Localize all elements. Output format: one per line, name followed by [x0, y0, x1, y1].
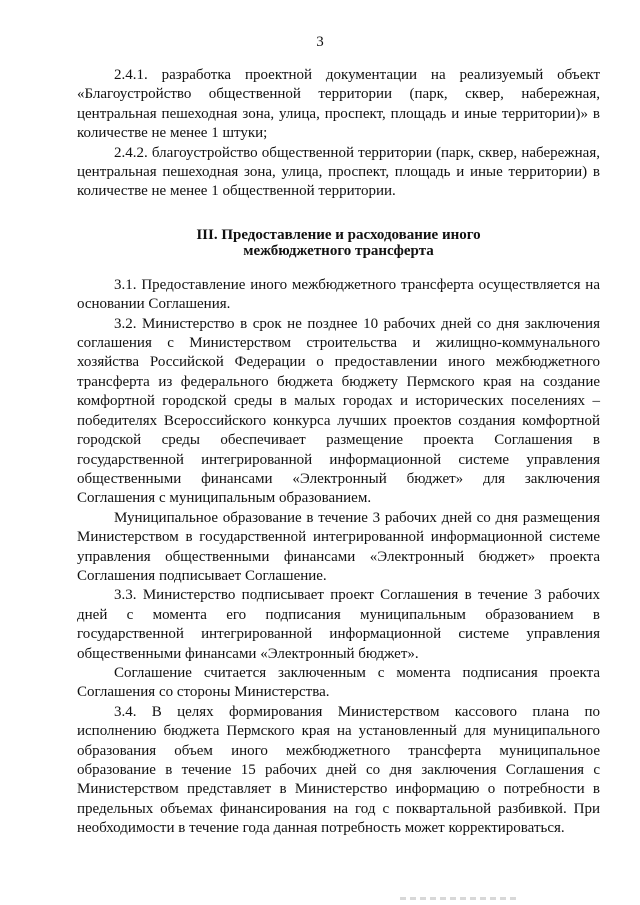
paragraph-agreement-concluded: Соглашение считается заключенным с момента подписания проекта Соглашения со стороны Министерства. [77, 664, 600, 701]
paragraph-2-4-1: 2.4.1. разработка проектной документации на реализуемый объект «Благоустройство общественной территории (парк, сквер, набережная, центральная пешеходная зона, улица, проспект, площадь и иные территории)» в количестве не менее 1 штуки; [77, 67, 600, 142]
scan-artifact-line [400, 897, 520, 900]
section-heading [77, 227, 600, 259]
document-body [77, 66, 600, 839]
page-number: 3 [316, 34, 324, 50]
paragraph-3-4: 3.4. В целях формирования Министерством кассового плана по исполнению бюджета Пермского края на установленный для муниципального образования объем иного межбюджетного трансферта муниципальное образование в течение 15 рабочих дней со дня заключения Соглашения с Министерством представляет в Министерство информацию о потребности в предельных объемах финансирования на год с поквартальной разбивкой. При необходимости в течение года данная потребность может корректироваться. [77, 703, 600, 837]
paragraph-3-2: 3.2. Министерство в срок не позднее 10 рабочих дней со дня заключения соглашения с Министерством строительства и жилищно-коммунального хозяйства Российской Федерации о предоставлении иного межбюджетного трансферта из федерального бюджета бюджету Пермского края на создание комфортной городской среды в малых городах и исторических поселениях – победителях Всероссийского конкурса лучших проектов создания комфортной городской среды обеспечивает размещение проекта Соглашения в государственной интегрированной информационной системе управления общественными финансами «Электронный бюджет» для заключения Соглашения с муниципальным образованием. [77, 315, 600, 507]
section-heading-line-2: межбюджетного трансферта [243, 242, 434, 259]
paragraph-municipal-signing: Муниципальное образование в течение 3 рабочих дней со дня размещения Министерством в государственной интегрированной информационной системе управления общественными финансами «Электронный бюджет» проекта Соглашения подписывает Соглашение. [77, 509, 600, 584]
paragraph-3-3: 3.3. Министерство подписывает проект Соглашения в течение 3 рабочих дней с момента его подписания муниципальным образованием в государственной интегрированной информационной системе управления общественными финансами «Электронный бюджет». [77, 587, 600, 662]
paragraph-2-4-2: 2.4.2. благоустройство общественной территории (парк, сквер, набережная, центральная пешеходная зона, улица, проспект, площадь и иные территории) в количестве не менее 1 общественной территории. [77, 144, 600, 200]
section-heading-line-1: III. Предоставление и расходование иного [196, 226, 481, 243]
paragraph-3-1: 3.1. Предоставление иного межбюджетного трансферта осуществляется на основании Соглашения. [77, 276, 600, 313]
